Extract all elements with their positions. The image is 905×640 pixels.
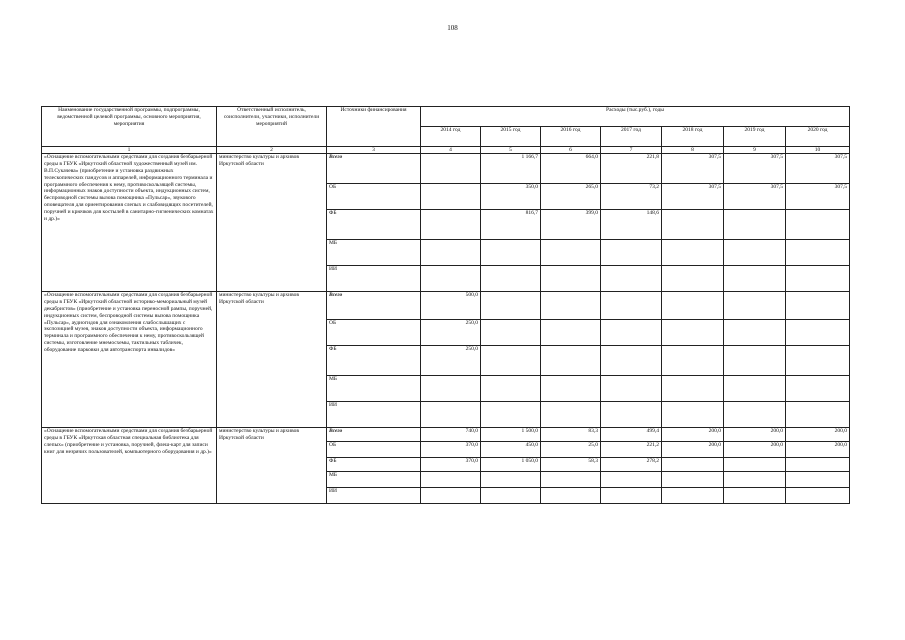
expense-value-cell: [541, 402, 601, 428]
column-number: 6: [541, 147, 601, 154]
expense-value: 83,3: [588, 428, 598, 434]
expense-value-cell: [541, 376, 601, 402]
column-number: 7: [601, 147, 662, 154]
expense-value-cell: [724, 472, 786, 488]
funding-source-label: Всего: [329, 154, 343, 160]
expense-value-cell: [724, 240, 786, 266]
expense-value-cell: [662, 154, 724, 184]
expense-value: 664,0: [585, 154, 598, 160]
expense-value-cell: [541, 472, 601, 488]
expense-value-cell: [481, 346, 541, 376]
expense-value-cell: [662, 442, 724, 458]
expense-value-cell: [541, 210, 601, 240]
funding-source-label: Всего: [329, 292, 343, 298]
funding-source-label: ФБ: [329, 346, 337, 352]
expense-value: 499,4: [646, 428, 659, 434]
expense-value: 307,5: [770, 154, 783, 160]
expense-value-cell: [601, 488, 662, 504]
expense-value: 200,0: [708, 442, 721, 448]
expense-value-cell: [601, 472, 662, 488]
expense-value-cell: [786, 184, 850, 210]
funding-source-cell: [327, 346, 421, 376]
expense-value-cell: [662, 184, 724, 210]
header-year: 2014 год: [421, 127, 481, 147]
expense-value-cell: [421, 320, 481, 346]
expense-value: 370,0: [465, 442, 478, 448]
expense-value-cell: [601, 458, 662, 472]
expense-value-cell: [541, 488, 601, 504]
expense-value: 307,5: [708, 184, 721, 190]
expense-value-cell: [601, 376, 662, 402]
header-year: 2015 год: [481, 127, 541, 147]
expense-value-cell: [481, 402, 541, 428]
expense-value-cell: [421, 292, 481, 320]
responsible-executor: министерство культуры и архивов Иркутской области: [217, 428, 327, 504]
expense-value-cell: [724, 320, 786, 346]
expense-value-cell: [601, 154, 662, 184]
expense-value-cell: [724, 402, 786, 428]
expense-value: 350,0: [525, 184, 538, 190]
expense-value-cell: [662, 402, 724, 428]
expense-value-cell: [481, 442, 541, 458]
program-activity-name: «Оснащение вспомогательными средствами для создания безбарьерной среды в ГБУК «Иркутский областной художественный музей им. В.П.Сукачева» (приобретение и установка раздвижных телескопических пандусов и аппарелей, информационного терминала и программного обеспечения к нему, противоскользящей системы, информационных знаков доступности объекта, индукционных систем, беспроводной системы вызова помощника «Пульсар», звукового оповещателя для ориентирования слепых и слабовидящих посетителей, поручней и крючков для костылей в санитарно-гигиенических комнатах и др.)»: [42, 154, 217, 292]
expense-value-cell: [724, 458, 786, 472]
funding-source-label: ФБ: [329, 458, 337, 464]
expense-value: 250,0: [465, 346, 478, 352]
column-number: 3: [327, 147, 421, 154]
expense-value: 500,0: [465, 292, 478, 298]
expense-value-cell: [724, 346, 786, 376]
funding-source-label: ИИ: [329, 402, 337, 408]
expense-value-cell: [786, 402, 850, 428]
funding-source-label: МБ: [329, 472, 338, 478]
expense-value-cell: [601, 210, 662, 240]
expense-value: 307,5: [834, 154, 848, 160]
expense-value: 307,5: [770, 184, 783, 190]
funding-source-label: ОБ: [329, 184, 337, 190]
column-number: 2: [217, 147, 327, 154]
funding-source-label: МБ: [329, 240, 338, 246]
expense-value-cell: [541, 292, 601, 320]
expense-value-cell: [724, 428, 786, 442]
expense-value-cell: [481, 376, 541, 402]
expense-value-cell: [601, 266, 662, 292]
expense-value-cell: [481, 320, 541, 346]
expense-value: 73,2: [649, 184, 659, 190]
funding-source-cell: [327, 240, 421, 266]
expense-value: 816,7: [525, 210, 538, 216]
expense-value-cell: [662, 292, 724, 320]
header-program-name: Наименование государственной программы, подпрограммы, ведомственной целевой программы, основного мероприятия, мероприятия: [42, 107, 217, 147]
expense-value-cell: [481, 154, 541, 184]
expense-value-cell: [481, 240, 541, 266]
expense-value: 200,0: [834, 428, 848, 434]
expense-value-cell: [724, 184, 786, 210]
header-funding-source: Источники финансирования: [327, 107, 421, 147]
expense-value-cell: [601, 428, 662, 442]
expense-value: 200,0: [770, 442, 783, 448]
expense-value-cell: [481, 210, 541, 240]
expense-value-cell: [786, 458, 850, 472]
expense-value-cell: [541, 428, 601, 442]
expense-value: 307,5: [708, 154, 721, 160]
funding-source-cell: [327, 154, 421, 184]
table-row: [42, 292, 850, 320]
expense-value: 1 500,0: [521, 428, 538, 434]
expense-value-cell: [541, 266, 601, 292]
program-activity-name: «Оснащение вспомогательными средствами для создания безбарьерной среды в ГБУК «Иркутская областная специальная библиотека для слепых» (приобретение и установка, поручней, флеш-карт для записи книг для незрячих пользователей, компьютерного оборудования и др.)»: [42, 428, 217, 504]
expense-value-cell: [541, 184, 601, 210]
expense-value-cell: [421, 346, 481, 376]
expense-value-cell: [421, 458, 481, 472]
header-year: 2019 год: [724, 127, 786, 147]
expense-value-cell: [541, 458, 601, 472]
funding-source-label: ИИ: [329, 266, 337, 272]
funding-source-cell: [327, 402, 421, 428]
expense-value-cell: [662, 320, 724, 346]
expense-value-cell: [541, 240, 601, 266]
expense-value-cell: [662, 266, 724, 292]
expense-value-cell: [601, 442, 662, 458]
expense-value-cell: [662, 376, 724, 402]
funding-source-label: ИИ: [329, 488, 337, 494]
expense-value-cell: [481, 428, 541, 442]
expense-value: 221,2: [646, 442, 659, 448]
funding-source-cell: [327, 458, 421, 472]
funding-source-cell: [327, 266, 421, 292]
expense-value-cell: [601, 240, 662, 266]
expense-value-cell: [421, 266, 481, 292]
funding-source-cell: [327, 428, 421, 442]
column-number: 10: [786, 147, 850, 154]
expense-value-cell: [601, 292, 662, 320]
funding-source-label: ОБ: [329, 320, 337, 326]
funding-source-cell: [327, 184, 421, 210]
expense-value-cell: [421, 184, 481, 210]
program-activity-name: «Оснащение вспомогательными средствами для создания безбарьерной среды в ГБУК «Иркутский областной историко-мемориальный музей декабристов» (приобретение и установка переносной рампы, поручней, индукционных систем, беспроводной системы вызова помощника «Пульсар», аудиогидов для ознакомления слабослышащих с экспозицией музея, знаков доступности объекта, информационного терминала и программного обеспечения к нему, противоскользящей системы, изготовление мнемосхемы, тактильных табличек, оборудование парковки для автотранспорта инвалидов»: [42, 292, 217, 428]
expense-value-cell: [481, 292, 541, 320]
expense-value-cell: [421, 472, 481, 488]
expense-value-cell: [786, 320, 850, 346]
expense-value-cell: [421, 488, 481, 504]
funding-source-label: ОБ: [329, 442, 337, 448]
expense-value-cell: [421, 442, 481, 458]
responsible-executor: министерство культуры и архивов Иркутской области: [217, 292, 327, 428]
column-number: 9: [724, 147, 786, 154]
expense-value: 250,0: [465, 320, 478, 326]
expense-value: 1 050,0: [521, 458, 538, 464]
expense-value-cell: [421, 428, 481, 442]
expense-value: 200,0: [834, 442, 848, 448]
funding-source-cell: [327, 472, 421, 488]
expense-value-cell: [421, 402, 481, 428]
funding-source-cell: [327, 210, 421, 240]
expense-value-cell: [662, 210, 724, 240]
funding-source-cell: [327, 488, 421, 504]
expenses-table: [41, 106, 850, 504]
expense-value-cell: [421, 376, 481, 402]
funding-source-label: ФБ: [329, 210, 337, 216]
expense-value-cell: [724, 210, 786, 240]
expense-value-cell: [724, 442, 786, 458]
expense-value: 1 166,7: [521, 154, 538, 160]
expense-value-cell: [662, 488, 724, 504]
expense-value-cell: [601, 184, 662, 210]
expense-value-cell: [786, 210, 850, 240]
expense-value-cell: [786, 472, 850, 488]
expense-value-cell: [541, 154, 601, 184]
expense-value-cell: [481, 184, 541, 210]
expense-value-cell: [421, 210, 481, 240]
expense-value-cell: [786, 488, 850, 504]
expense-value: 58,3: [588, 458, 598, 464]
expense-value-cell: [662, 428, 724, 442]
table-row: [42, 154, 850, 184]
expense-value-cell: [724, 376, 786, 402]
expense-value-cell: [601, 346, 662, 376]
expense-value-cell: [724, 266, 786, 292]
expense-value-cell: [786, 346, 850, 376]
expense-value-cell: [481, 458, 541, 472]
expense-value-cell: [786, 376, 850, 402]
expense-value-cell: [786, 442, 850, 458]
expense-value-cell: [786, 266, 850, 292]
header-responsible: Ответственный исполнитель, соисполнители, участники, исполнители мероприятий: [217, 107, 327, 147]
table-row: [42, 428, 850, 442]
expense-value: 307,5: [834, 184, 848, 190]
expense-value-cell: [662, 472, 724, 488]
expense-value-cell: [724, 292, 786, 320]
expense-value: 370,0: [465, 458, 478, 464]
funding-source-cell: [327, 442, 421, 458]
expense-value-cell: [601, 402, 662, 428]
funding-source-label: МБ: [329, 376, 338, 382]
expense-value: 399,0: [585, 210, 598, 216]
header-year: 2020 год: [786, 127, 850, 147]
column-number: 1: [42, 147, 217, 154]
expense-value-cell: [662, 458, 724, 472]
expense-value-cell: [786, 154, 850, 184]
expense-value: 200,0: [708, 428, 721, 434]
expense-value: 265,0: [585, 184, 598, 190]
header-year: 2018 год: [662, 127, 724, 147]
header-expenses: Расходы (тыс.руб.), годы: [421, 107, 850, 127]
expense-value-cell: [481, 472, 541, 488]
expense-value-cell: [541, 346, 601, 376]
expense-value: 25,0: [588, 442, 598, 448]
expense-value-cell: [662, 240, 724, 266]
expense-value-cell: [662, 346, 724, 376]
header-year: 2016 год: [541, 127, 601, 147]
expense-value-cell: [481, 488, 541, 504]
responsible-executor: министерство культуры и архивов Иркутской области: [217, 154, 327, 292]
expense-value: 148,6: [646, 210, 659, 216]
expense-value-cell: [786, 240, 850, 266]
expense-value-cell: [481, 266, 541, 292]
expense-value-cell: [601, 320, 662, 346]
expense-value-cell: [421, 154, 481, 184]
funding-source-cell: [327, 320, 421, 346]
funding-source-cell: [327, 376, 421, 402]
expense-value-cell: [724, 154, 786, 184]
page-number: 108: [447, 24, 458, 32]
expense-value-cell: [786, 428, 850, 442]
expense-value-cell: [421, 240, 481, 266]
header-year: 2017 год: [601, 127, 662, 147]
expense-value-cell: [541, 320, 601, 346]
expense-value: 221,8: [646, 154, 659, 160]
expense-value: 200,0: [770, 428, 783, 434]
column-number: 4: [421, 147, 481, 154]
expense-value-cell: [724, 488, 786, 504]
expense-value: 450,0: [525, 442, 538, 448]
funding-source-cell: [327, 292, 421, 320]
expense-value-cell: [786, 292, 850, 320]
funding-source-label: Всего: [329, 428, 343, 434]
column-number: 8: [662, 147, 724, 154]
expense-value: 278,2: [646, 458, 659, 464]
column-number: 5: [481, 147, 541, 154]
expense-value-cell: [541, 442, 601, 458]
expense-value: 740,0: [465, 428, 478, 434]
